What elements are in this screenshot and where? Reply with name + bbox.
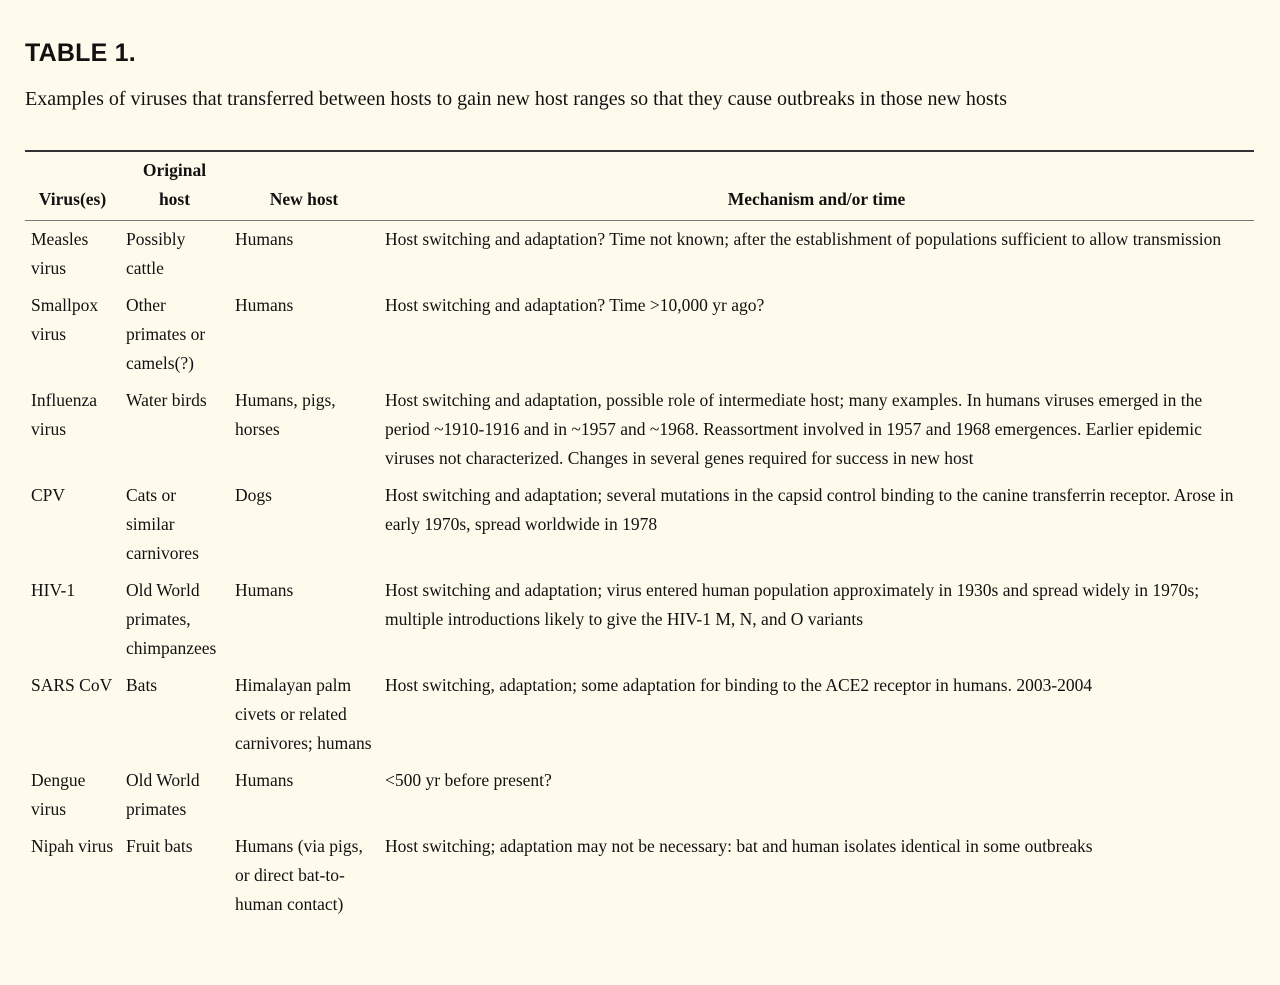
cell-virus: Dengue virus [31, 770, 86, 819]
table-header-row [25, 151, 1254, 221]
cell-new-host: Humans [235, 229, 294, 249]
header-new-host: New host [229, 151, 379, 221]
table-label: TABLE 1. [25, 39, 136, 67]
cell-virus: Measles virus [31, 229, 89, 278]
virus-host-table [25, 150, 1254, 923]
header-virus: Virus(es) [25, 151, 120, 221]
cell-virus: CPV [31, 485, 66, 505]
table-row [25, 477, 1254, 572]
cell-mechanism: Host switching and adaptation? Time not known; after the establishment of populations sufficient to allow transmission [385, 229, 1222, 249]
cell-new-host: Himalayan palm civets or related carnivores; humans [235, 675, 372, 753]
cell-mechanism: <500 yr before present? [385, 770, 552, 790]
cell-original-host: Bats [126, 675, 158, 695]
cell-original-host: Old World primates [126, 770, 200, 819]
table-row [25, 287, 1254, 382]
cell-virus: Influenza virus [31, 390, 98, 439]
table-row [25, 221, 1254, 288]
cell-mechanism: Host switching, adaptation; some adaptation for binding to the ACE2 receptor in humans. 2003-2004 [385, 675, 1093, 695]
cell-original-host: Water birds [126, 390, 207, 410]
cell-new-host: Humans (via pigs, or direct bat-to-human contact) [235, 836, 363, 914]
cell-virus: SARS CoV [31, 675, 113, 695]
cell-mechanism: Host switching and adaptation; several mutations in the capsid control binding to the canine transferrin receptor. Arose in early 1970s, spread worldwide in 1978 [385, 485, 1234, 534]
header-mechanism: Mechanism and/or time [379, 151, 1254, 221]
table-row [25, 572, 1254, 667]
table-caption: Examples of viruses that transferred between hosts to gain new host ranges so that they cause outbreaks in those new hosts [25, 88, 1007, 110]
cell-virus: Smallpox virus [31, 295, 99, 344]
cell-virus: Nipah virus [31, 836, 114, 856]
cell-original-host: Possibly cattle [126, 229, 186, 278]
cell-new-host: Humans [235, 770, 294, 790]
table-row [25, 382, 1254, 477]
table-row [25, 667, 1254, 762]
cell-new-host: Humans [235, 580, 294, 600]
table-row [25, 828, 1254, 923]
cell-new-host: Dogs [235, 485, 272, 505]
cell-mechanism: Host switching and adaptation, possible role of intermediate host; many examples. In humans viruses emerged in the period ~1910-1916 and in ~1957 and ~1968. Reassortment involved in 1957 and 1968 emergences. Earlier epidemic viruses not characterized. Changes in several genes required for success in new host [385, 390, 1203, 468]
cell-original-host: Old World primates, chimpanzees [126, 580, 217, 658]
cell-mechanism: Host switching and adaptation; virus entered human population approximately in 1930s and spread widely in 1970s; multiple introductions likely to give the HIV-1 M, N, and O variants [385, 580, 1200, 629]
cell-virus: HIV-1 [31, 580, 76, 600]
header-original-host: Original host [120, 151, 229, 221]
cell-new-host: Humans, pigs, horses [235, 390, 336, 439]
cell-mechanism: Host switching; adaptation may not be necessary: bat and human isolates identical in some outbreaks [385, 836, 1093, 856]
cell-mechanism: Host switching and adaptation? Time >10,000 yr ago? [385, 295, 765, 315]
table-row [25, 762, 1254, 828]
cell-original-host: Cats or similar carnivores [126, 485, 199, 563]
cell-original-host: Fruit bats [126, 836, 193, 856]
cell-original-host: Other primates or camels(?) [126, 295, 206, 373]
cell-new-host: Humans [235, 295, 294, 315]
